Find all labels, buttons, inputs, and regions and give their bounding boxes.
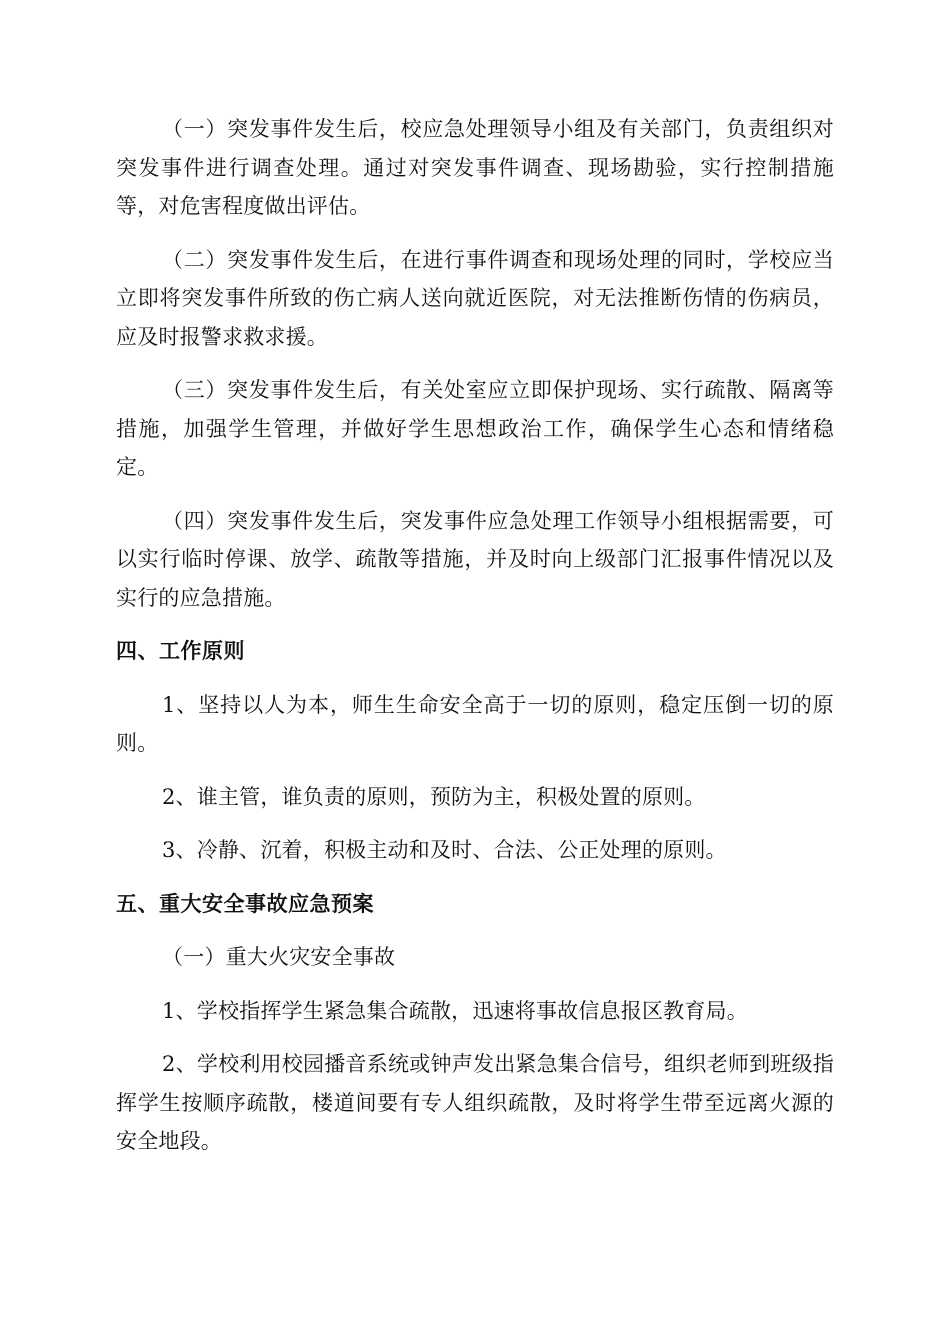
section-heading-work-principles: 四、工作原则 [116, 639, 245, 663]
section-heading-emergency-plan: 五、重大安全事故应急预案 [116, 891, 374, 916]
fire-step-1: 1、学校指挥学生紧急集合疏散，迅速将事故信息报区教育局。 [162, 998, 748, 1023]
principle-item-2: 2、谁主管，谁负责的原则，预防为主，积极处置的原则。 [162, 784, 706, 809]
subsection-fire-accident: （一）重大火灾安全事故 [162, 945, 396, 969]
paragraph-2: （二）突发事件发生后，在进行事件调查和现场处理的同时，学校应当立即将突发事件所致的伤亡病人送向就近医院，对无法推断伤情的伤病员，应及时报警求救求援。 [116, 247, 834, 349]
paragraph-4: （四）突发事件发生后，突发事件应急处理工作领导小组根据需要，可以实行临时停课、放学、疏散等措施，并及时向上级部门汇报事件情况以及实行的应急措施。 [116, 508, 834, 610]
fire-step-2: 2、学校利用校园播音系统或钟声发出紧急集合信号，组织老师到班级指挥学生按顺序疏散，楼道间要有专人组织疏散，及时将学生带至远离火源的安全地段。 [116, 1052, 834, 1153]
principle-item-3: 3、冷静、沉着，积极主动和及时、合法、公正处理的原则。 [162, 838, 727, 862]
document-body [116, 110, 834, 1176]
principle-item-1: 1、坚持以人为本，师生生命安全高于一切的原则，稳定压倒一切的原则。 [116, 692, 834, 755]
paragraph-3: （三）突发事件发生后，有关处室应立即保护现场、实行疏散、隔离等措施，加强学生管理，并做好学生思想政治工作，确保学生心态和情绪稳定。 [116, 378, 834, 479]
paragraph-1: （一）突发事件发生后，校应急处理领导小组及有关部门，负责组织对突发事件进行调查处理。通过对突发事件调查、现场勘验，实行控制措施等，对危害程度做出评估。 [116, 117, 834, 218]
